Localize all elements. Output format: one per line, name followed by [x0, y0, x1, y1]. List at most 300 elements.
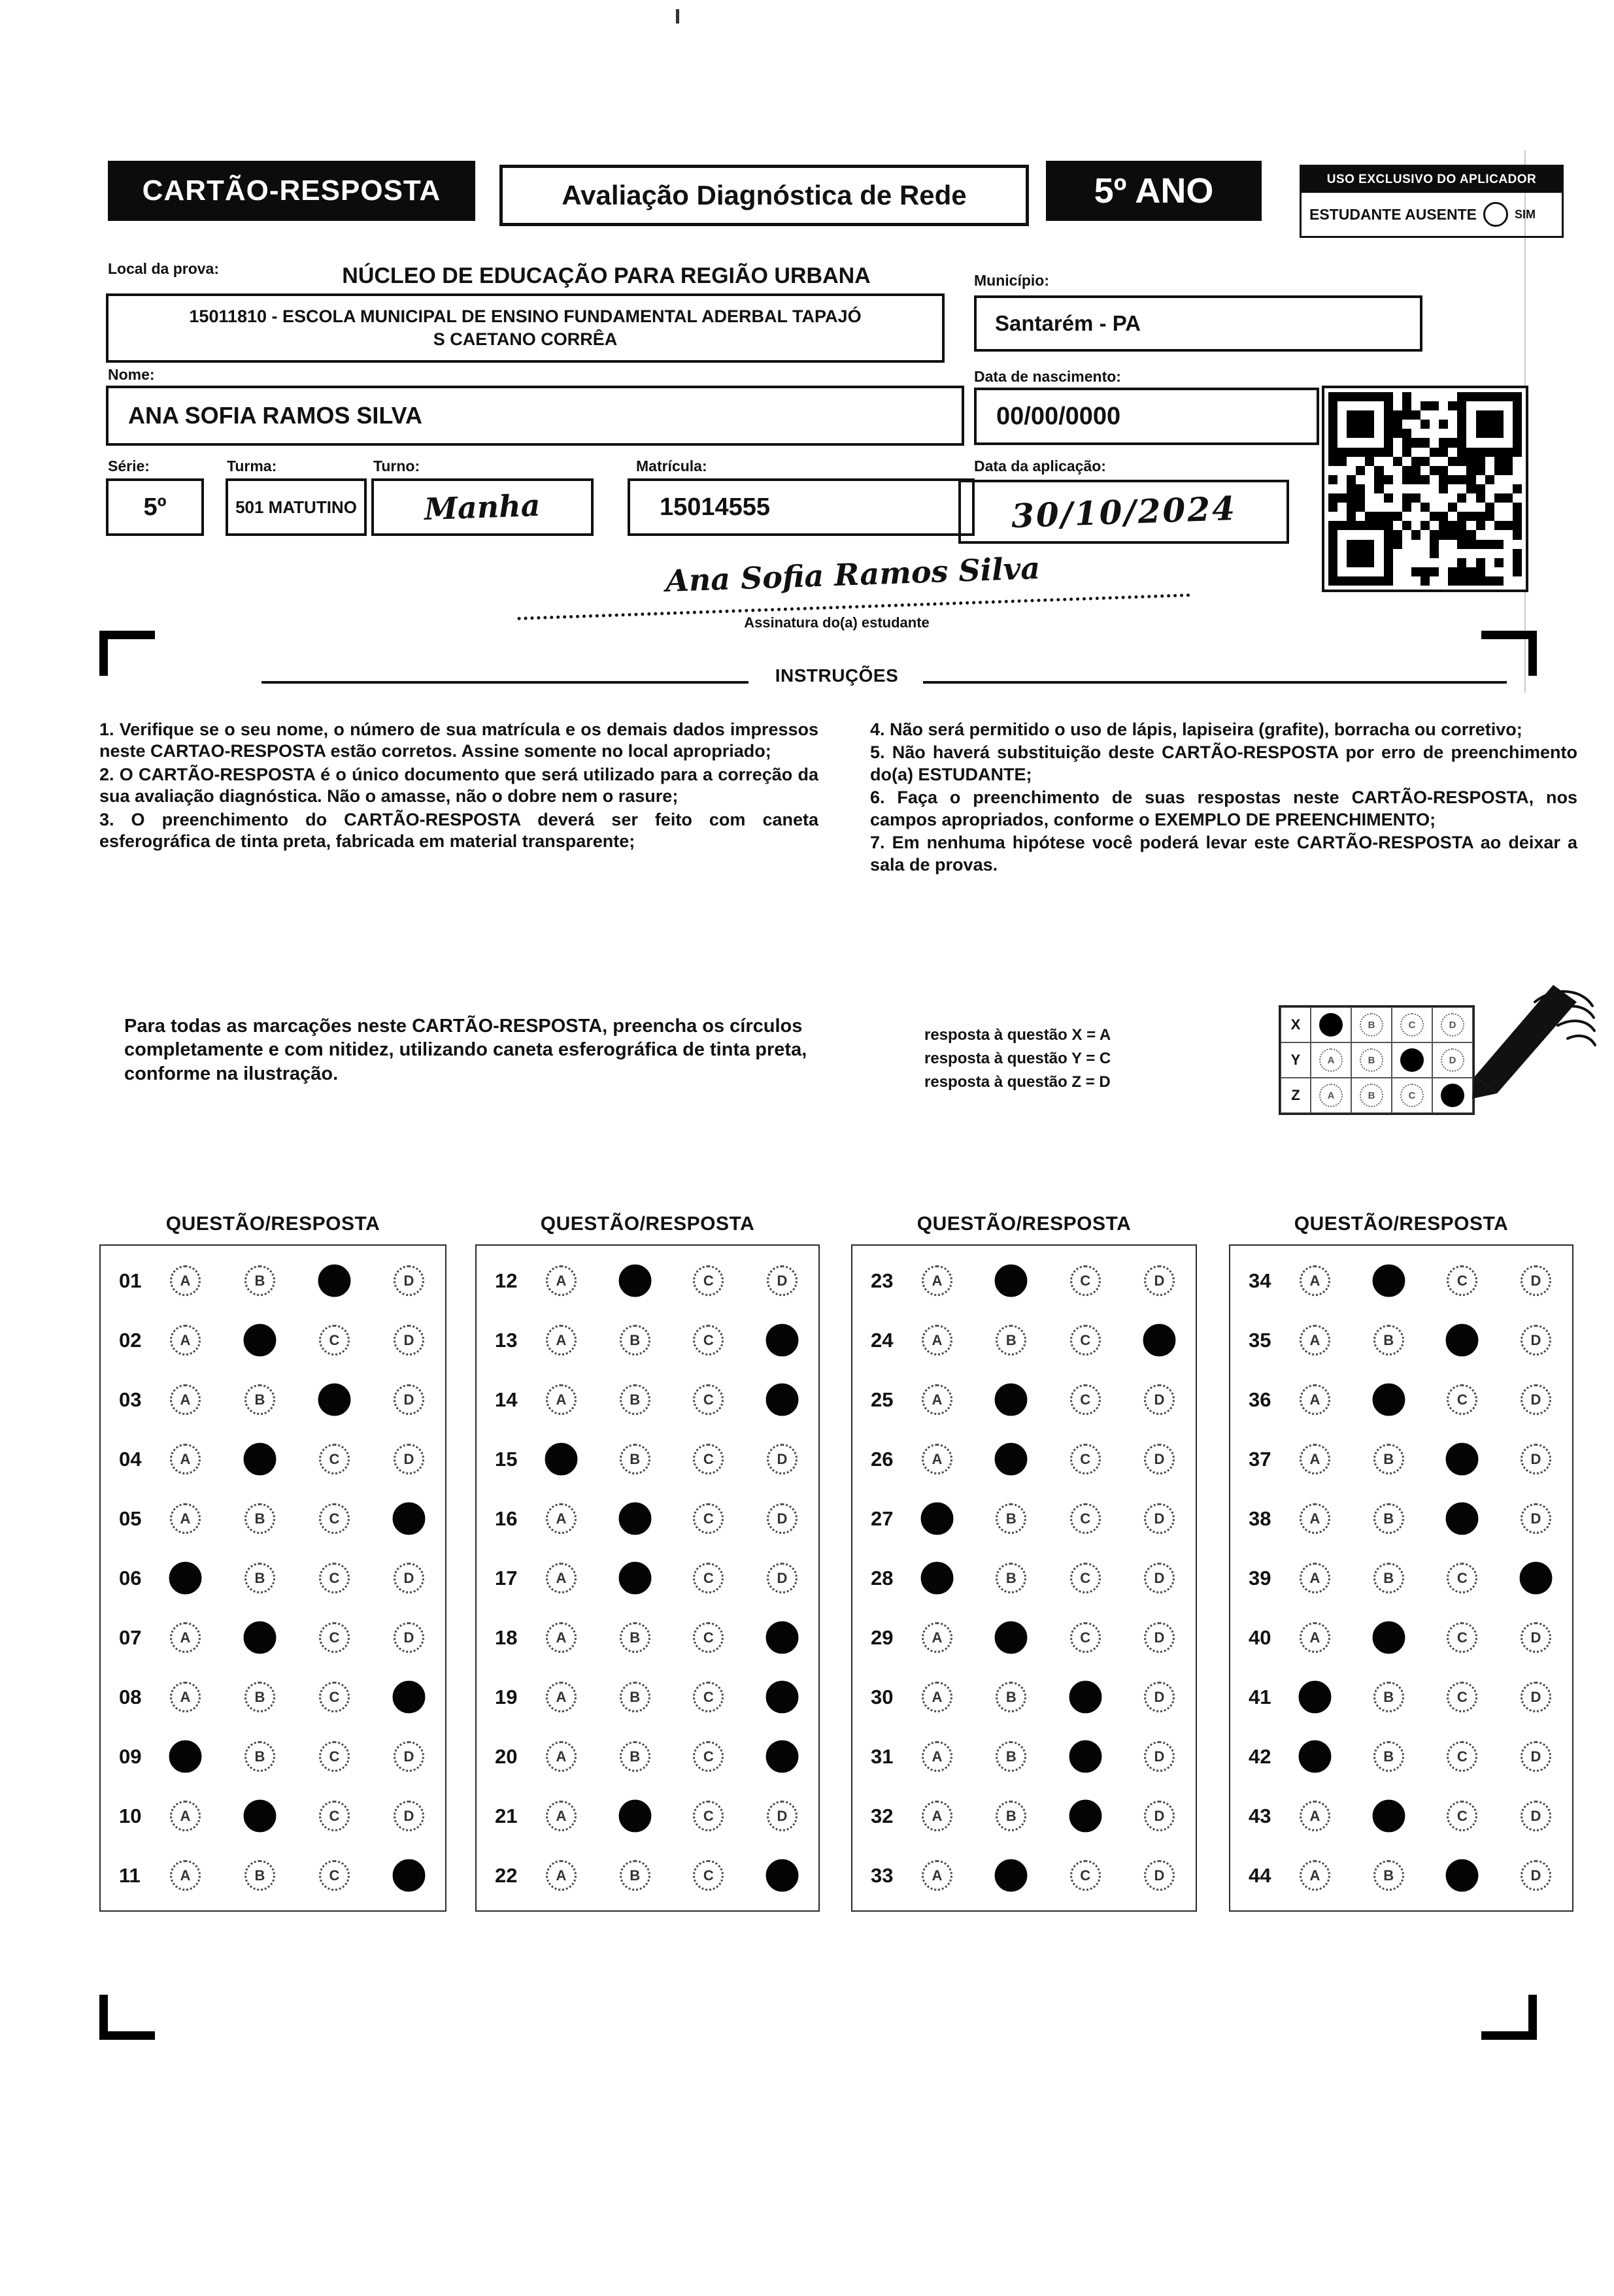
answer-bubble-19-B[interactable]: B: [620, 1682, 650, 1712]
answer-bubble-35-B[interactable]: B: [1373, 1325, 1404, 1356]
answer-bubble-14-B[interactable]: B: [620, 1384, 650, 1415]
answer-column-header: QUESTÃO/RESPOSTA: [1294, 1213, 1509, 1235]
answer-bubble-40-A[interactable]: A: [1300, 1622, 1330, 1653]
turma-value: 501 MATUTINO: [235, 497, 357, 517]
question-number: 11: [119, 1863, 141, 1887]
answer-bubble-31-D[interactable]: D: [1144, 1741, 1175, 1772]
answer-bubble-18-B[interactable]: B: [620, 1622, 650, 1653]
answer-bubble-36-D[interactable]: D: [1521, 1384, 1551, 1415]
example-row-label: Z: [1281, 1078, 1311, 1113]
answer-bubble-04-D[interactable]: D: [394, 1444, 424, 1474]
question-number: 19: [495, 1685, 518, 1708]
answer-bubble-21-A[interactable]: A: [546, 1801, 577, 1831]
answer-bubble-19-D[interactable]: [766, 1681, 799, 1714]
question-row-08: [101, 1667, 445, 1727]
answer-bubble-17-C[interactable]: C: [693, 1563, 724, 1593]
answer-bubble-20-D[interactable]: [766, 1740, 799, 1773]
registration-tick-top: [676, 9, 679, 24]
answer-bubble-24-A[interactable]: A: [922, 1325, 952, 1356]
signature-label: Assinatura do(a) estudante: [744, 614, 930, 631]
answer-bubble-24-C[interactable]: C: [1070, 1325, 1101, 1356]
question-number: 39: [1249, 1566, 1271, 1589]
answer-bubble-25-C[interactable]: C: [1070, 1384, 1101, 1415]
instruction-item: 1. Verifique se o seu nome, o número de sua matrícula e os demais dados impressos neste CARTAO-RESPOSTA estão corretos. Assine somente no local apropriado;: [99, 720, 818, 761]
question-number: 20: [495, 1744, 518, 1768]
answer-bubble-14-D[interactable]: [766, 1384, 799, 1416]
instruction-item: 2. O CARTÃO-RESPOSTA é o único documento que será utilizado para a correção da sua avaliação diagnóstica. Não o amasse, não o dobre nem o rasure;: [99, 764, 818, 807]
example-caption-z: resposta à questão Z = D: [924, 1073, 1111, 1091]
question-row-39: [1230, 1548, 1572, 1608]
answer-bubble-01-C[interactable]: [318, 1265, 351, 1297]
answer-bubble-24-D[interactable]: [1143, 1324, 1176, 1357]
nome-value: ANA SOFIA RAMOS SILVA: [128, 402, 422, 429]
question-row-18: [477, 1608, 818, 1667]
answer-bubble-31-A[interactable]: A: [922, 1741, 952, 1772]
answer-bubble-43-D[interactable]: D: [1521, 1801, 1551, 1831]
aplicacao-box: [958, 480, 1289, 544]
example-bubble-Z-B: B: [1360, 1084, 1383, 1107]
answer-bubble-32-B[interactable]: B: [996, 1801, 1026, 1831]
question-number: 21: [495, 1804, 518, 1827]
answer-bubble-04-A[interactable]: A: [170, 1444, 201, 1474]
question-number: 08: [119, 1685, 142, 1708]
question-row-07: [101, 1608, 445, 1667]
answer-bubble-37-D[interactable]: D: [1521, 1444, 1551, 1474]
answer-bubble-05-C[interactable]: C: [319, 1503, 350, 1534]
example-bubble-Y-D: D: [1441, 1048, 1464, 1072]
answer-bubble-30-D[interactable]: D: [1144, 1682, 1175, 1712]
question-row-21: [477, 1786, 818, 1846]
example-bubble-Z-A: A: [1319, 1084, 1343, 1107]
answer-bubble-33-D[interactable]: D: [1144, 1860, 1175, 1891]
answer-bubble-35-A[interactable]: A: [1300, 1325, 1330, 1356]
question-row-23: [852, 1251, 1196, 1310]
answer-bubble-28-D[interactable]: D: [1144, 1563, 1175, 1593]
answer-bubble-31-C[interactable]: [1069, 1740, 1101, 1773]
answer-bubble-05-A[interactable]: A: [170, 1503, 201, 1534]
answer-bubble-16-D[interactable]: D: [767, 1503, 798, 1534]
answer-bubble-43-A[interactable]: A: [1300, 1801, 1330, 1831]
question-number: 34: [1249, 1269, 1271, 1292]
answer-bubble-08-A[interactable]: A: [170, 1682, 201, 1712]
example-bubble-Y-A: A: [1319, 1048, 1343, 1072]
answer-bubble-01-A[interactable]: A: [170, 1265, 201, 1296]
answer-bubble-37-A[interactable]: A: [1300, 1444, 1330, 1474]
answer-bubble-21-D[interactable]: D: [767, 1801, 798, 1831]
question-row-11: [101, 1846, 445, 1905]
example-bubble-X-C: C: [1400, 1013, 1424, 1037]
question-row-30: [852, 1667, 1196, 1727]
question-number: 31: [871, 1744, 894, 1768]
answer-bubble-06-D[interactable]: D: [394, 1563, 424, 1593]
question-row-44: [1230, 1846, 1572, 1905]
aplicacao-handwritten-value: 30/10/2024: [1010, 488, 1237, 535]
answer-bubble-33-A[interactable]: A: [922, 1860, 952, 1891]
answer-bubble-20-C[interactable]: C: [693, 1741, 724, 1772]
question-number: 12: [495, 1269, 518, 1292]
question-row-32: [852, 1786, 1196, 1846]
answer-bubble-44-B[interactable]: B: [1373, 1860, 1404, 1891]
question-row-40: [1230, 1608, 1572, 1667]
nascimento-label: Data de nascimento:: [974, 368, 1121, 385]
answer-bubble-27-C[interactable]: C: [1070, 1503, 1101, 1534]
question-number: 09: [119, 1744, 142, 1768]
question-number: 18: [495, 1625, 518, 1649]
answer-bubble-31-B[interactable]: B: [996, 1741, 1026, 1772]
example-bubble-Y-B: B: [1360, 1048, 1383, 1072]
answer-bubble-28-B[interactable]: B: [996, 1563, 1026, 1593]
answer-bubble-44-C[interactable]: [1446, 1859, 1479, 1892]
answer-bubble-32-A[interactable]: A: [922, 1801, 952, 1831]
answer-bubble-07-C[interactable]: C: [319, 1622, 350, 1653]
answer-bubble-01-D[interactable]: D: [394, 1265, 424, 1296]
answer-bubble-12-B[interactable]: [618, 1265, 651, 1297]
question-row-20: [477, 1727, 818, 1786]
question-row-41: [1230, 1667, 1572, 1727]
answer-bubble-43-B[interactable]: [1372, 1800, 1405, 1833]
question-row-09: [101, 1727, 445, 1786]
answer-bubble-34-D[interactable]: D: [1521, 1265, 1551, 1296]
turno-handwritten-value: Manha: [424, 487, 541, 527]
answer-bubble-03-B[interactable]: B: [244, 1384, 275, 1415]
answer-bubble-41-D[interactable]: D: [1521, 1682, 1551, 1712]
answer-bubble-29-D[interactable]: D: [1144, 1622, 1175, 1653]
matricula-label: Matrícula:: [636, 458, 707, 474]
answer-bubble-09-A[interactable]: [169, 1740, 202, 1773]
answer-bubble-28-C[interactable]: C: [1070, 1563, 1101, 1593]
answer-bubble-32-C[interactable]: [1069, 1800, 1101, 1833]
answer-bubble-13-D[interactable]: [766, 1324, 799, 1357]
question-row-36: [1230, 1370, 1572, 1429]
fill-note: Para todas as marcações neste CARTÃO-RESPOSTA, preencha os círculos completamente e com nitidez, utilizando caneta esferográfica de tinta preta, conforme na ilustração.: [124, 1016, 807, 1084]
answer-bubble-22-A[interactable]: A: [546, 1860, 577, 1891]
answer-bubble-10-B[interactable]: [244, 1800, 277, 1833]
answer-bubble-28-A[interactable]: [921, 1562, 954, 1595]
serie-value: 5º: [143, 493, 167, 521]
answer-bubble-25-D[interactable]: D: [1144, 1384, 1175, 1415]
answer-bubble-17-B[interactable]: [618, 1562, 651, 1595]
question-number: 42: [1249, 1744, 1271, 1768]
answer-bubble-21-C[interactable]: C: [693, 1801, 724, 1831]
question-number: 23: [871, 1269, 894, 1292]
question-number: 15: [495, 1447, 518, 1471]
answer-bubble-36-A[interactable]: A: [1300, 1384, 1330, 1415]
answer-bubble-06-B[interactable]: B: [244, 1563, 275, 1593]
answer-column-box: [475, 1244, 820, 1912]
answer-bubble-29-C[interactable]: C: [1070, 1622, 1101, 1653]
answer-bubble-23-D[interactable]: D: [1144, 1265, 1175, 1296]
question-number: 02: [119, 1328, 142, 1352]
answer-bubble-17-D[interactable]: D: [767, 1563, 798, 1593]
answer-bubble-29-B[interactable]: [995, 1622, 1028, 1654]
question-number: 41: [1249, 1685, 1271, 1708]
answer-bubble-10-D[interactable]: D: [394, 1801, 424, 1831]
answer-bubble-27-A[interactable]: [921, 1503, 954, 1535]
answer-bubble-33-C[interactable]: C: [1070, 1860, 1101, 1891]
question-number: 22: [495, 1863, 518, 1887]
answer-bubble-24-B[interactable]: B: [996, 1325, 1026, 1356]
answer-column-box: [99, 1244, 446, 1912]
answer-bubble-06-C[interactable]: C: [319, 1563, 350, 1593]
answer-bubble-11-A[interactable]: A: [170, 1860, 201, 1891]
answer-column-header: QUESTÃO/RESPOSTA: [165, 1213, 380, 1235]
answer-bubble-10-C[interactable]: C: [319, 1801, 350, 1831]
question-row-06: [101, 1548, 445, 1608]
answer-bubble-23-C[interactable]: C: [1070, 1265, 1101, 1296]
answer-bubble-41-C[interactable]: C: [1447, 1682, 1477, 1712]
question-row-10: [101, 1786, 445, 1846]
answer-bubble-05-D[interactable]: [393, 1503, 426, 1535]
answer-bubble-12-C[interactable]: C: [693, 1265, 724, 1296]
answer-bubble-22-D[interactable]: [766, 1859, 799, 1892]
answer-bubble-38-D[interactable]: D: [1521, 1503, 1551, 1534]
answer-bubble-35-D[interactable]: D: [1521, 1325, 1551, 1356]
applicator-bar-title: USO EXCLUSIVO DO APLICADOR: [1302, 167, 1562, 193]
example-table: [1279, 1005, 1475, 1115]
answer-bubble-40-C[interactable]: C: [1447, 1622, 1477, 1653]
answer-bubble-02-B[interactable]: [244, 1324, 277, 1357]
answer-bubble-18-D[interactable]: [766, 1622, 799, 1654]
answer-bubble-30-A[interactable]: A: [922, 1682, 952, 1712]
question-row-12: [477, 1251, 818, 1310]
answer-bubble-20-B[interactable]: B: [620, 1741, 650, 1772]
answer-bubble-23-A[interactable]: A: [922, 1265, 952, 1296]
answer-bubble-23-B[interactable]: [995, 1265, 1028, 1297]
answer-bubble-04-B[interactable]: [244, 1443, 277, 1476]
answer-bubble-17-A[interactable]: A: [546, 1563, 577, 1593]
answer-bubble-32-D[interactable]: D: [1144, 1801, 1175, 1831]
question-number: 03: [119, 1388, 142, 1411]
answer-bubble-15-A[interactable]: [545, 1443, 578, 1476]
question-number: 24: [871, 1328, 894, 1352]
answer-bubble-39-B[interactable]: B: [1373, 1563, 1404, 1593]
answer-bubble-16-C[interactable]: C: [693, 1503, 724, 1534]
example-bubble-X-A: [1319, 1013, 1343, 1037]
question-number: 40: [1249, 1625, 1271, 1649]
question-row-27: [852, 1489, 1196, 1548]
answer-bubble-03-A[interactable]: A: [170, 1384, 201, 1415]
municipio-value: Santarém - PA: [995, 311, 1141, 335]
question-number: 14: [495, 1388, 518, 1411]
answer-bubble-07-D[interactable]: D: [394, 1622, 424, 1653]
answer-bubble-10-A[interactable]: A: [170, 1801, 201, 1831]
answer-bubble-16-B[interactable]: [618, 1503, 651, 1535]
student-absent-option-label: SIM: [1515, 207, 1536, 221]
answer-bubble-33-B[interactable]: [995, 1859, 1028, 1892]
question-number: 26: [871, 1447, 894, 1471]
question-row-15: [477, 1429, 818, 1489]
answer-bubble-37-C[interactable]: [1446, 1443, 1479, 1476]
answer-bubble-15-B[interactable]: B: [620, 1444, 650, 1474]
answer-bubble-36-B[interactable]: [1372, 1384, 1405, 1416]
answer-bubble-34-C[interactable]: C: [1447, 1265, 1477, 1296]
answer-bubble-42-D[interactable]: D: [1521, 1741, 1551, 1772]
exam-title: Avaliação Diagnóstica de Rede: [499, 165, 1029, 226]
answer-bubble-27-B[interactable]: B: [996, 1503, 1026, 1534]
question-number: 17: [495, 1566, 518, 1589]
answer-bubble-34-A[interactable]: A: [1300, 1265, 1330, 1296]
question-row-01: [101, 1251, 445, 1310]
answer-bubble-06-A[interactable]: [169, 1562, 202, 1595]
example-bubble-Y-C: [1400, 1048, 1424, 1072]
question-number: 35: [1249, 1328, 1271, 1352]
answer-bubble-39-A[interactable]: A: [1300, 1563, 1330, 1593]
answer-bubble-16-A[interactable]: A: [546, 1503, 577, 1534]
answer-bubble-08-D[interactable]: [393, 1681, 426, 1714]
question-number: 06: [119, 1566, 142, 1589]
question-row-04: [101, 1429, 445, 1489]
answer-bubble-34-B[interactable]: [1372, 1265, 1405, 1297]
answer-bubble-09-C[interactable]: C: [319, 1741, 350, 1772]
answer-bubble-12-A[interactable]: A: [546, 1265, 577, 1296]
answer-bubble-30-C[interactable]: [1069, 1681, 1101, 1714]
question-row-28: [852, 1548, 1196, 1608]
answer-bubble-13-C[interactable]: C: [693, 1325, 724, 1356]
answer-bubble-38-C[interactable]: [1446, 1503, 1479, 1535]
answer-bubble-40-B[interactable]: [1372, 1622, 1405, 1654]
school-box: [106, 293, 945, 363]
answer-bubble-35-C[interactable]: [1446, 1324, 1479, 1357]
turno-box: [371, 478, 594, 536]
question-row-24: [852, 1310, 1196, 1370]
question-row-26: [852, 1429, 1196, 1489]
answer-bubble-36-C[interactable]: C: [1447, 1384, 1477, 1415]
answer-bubble-22-B[interactable]: B: [620, 1860, 650, 1891]
registration-mark-bottom-left: [99, 1995, 155, 2040]
answer-bubble-39-D[interactable]: [1520, 1562, 1553, 1595]
qr-code: [1322, 386, 1528, 592]
registration-mark-top-right: [1481, 631, 1537, 676]
answer-bubble-18-A[interactable]: A: [546, 1622, 577, 1653]
question-number: 38: [1249, 1506, 1271, 1530]
question-row-29: [852, 1608, 1196, 1667]
answer-column-header: QUESTÃO/RESPOSTA: [540, 1213, 755, 1235]
question-number: 37: [1249, 1447, 1271, 1471]
question-row-22: [477, 1846, 818, 1905]
question-row-19: [477, 1667, 818, 1727]
answer-bubble-27-D[interactable]: D: [1144, 1503, 1175, 1534]
answer-bubble-41-B[interactable]: B: [1373, 1682, 1404, 1712]
nome-label: Nome:: [108, 366, 155, 383]
answer-bubble-15-C[interactable]: C: [693, 1444, 724, 1474]
answer-bubble-14-A[interactable]: A: [546, 1384, 577, 1415]
answer-bubble-26-B[interactable]: [995, 1443, 1028, 1476]
answer-bubble-02-D[interactable]: D: [394, 1325, 424, 1356]
answer-bubble-25-A[interactable]: A: [922, 1384, 952, 1415]
answer-bubble-15-D[interactable]: D: [767, 1444, 798, 1474]
instructions-column-right: [870, 719, 1577, 877]
answer-bubble-37-B[interactable]: B: [1373, 1444, 1404, 1474]
answer-bubble-26-C[interactable]: C: [1070, 1444, 1101, 1474]
student-absent-bubble[interactable]: [1483, 202, 1508, 227]
answer-bubble-07-B[interactable]: [244, 1622, 277, 1654]
example-row-label: Y: [1281, 1042, 1311, 1078]
answer-bubble-08-C[interactable]: C: [319, 1682, 350, 1712]
question-row-33: [852, 1846, 1196, 1905]
answer-bubble-12-D[interactable]: D: [767, 1265, 798, 1296]
answer-bubble-21-B[interactable]: [618, 1800, 651, 1833]
serie-box: [106, 478, 204, 536]
answer-bubble-18-C[interactable]: C: [693, 1622, 724, 1653]
answer-bubble-11-B[interactable]: B: [244, 1860, 275, 1891]
answer-bubble-42-C[interactable]: C: [1447, 1741, 1477, 1772]
answer-bubble-42-A[interactable]: [1299, 1740, 1332, 1773]
answer-bubble-08-B[interactable]: B: [244, 1682, 275, 1712]
answer-bubble-01-B[interactable]: B: [244, 1265, 275, 1296]
grade-badge: 5º ANO: [1046, 161, 1262, 221]
serie-label: Série:: [108, 458, 150, 474]
answer-bubble-19-A[interactable]: A: [546, 1682, 577, 1712]
example-row-label: X: [1281, 1007, 1311, 1042]
answer-bubble-26-D[interactable]: D: [1144, 1444, 1175, 1474]
answer-bubble-03-D[interactable]: D: [394, 1384, 424, 1415]
question-row-35: [1230, 1310, 1572, 1370]
student-signature: Ana Sofia Ramos Silva: [516, 545, 1190, 620]
question-row-13: [477, 1310, 818, 1370]
answer-bubble-02-C[interactable]: C: [319, 1325, 350, 1356]
municipio-label: Município:: [974, 272, 1049, 289]
answer-bubble-42-B[interactable]: B: [1373, 1741, 1404, 1772]
instruction-item: 3. O preenchimento do CARTÃO-RESPOSTA deverá ser feito com caneta esferográfica de tinta preta, fabricada em material transparente;: [99, 809, 818, 852]
answer-bubble-29-A[interactable]: A: [922, 1622, 952, 1653]
answer-bubble-03-C[interactable]: [318, 1384, 351, 1416]
answer-bubble-30-B[interactable]: B: [996, 1682, 1026, 1712]
answer-bubble-38-B[interactable]: B: [1373, 1503, 1404, 1534]
example-bubble-Z-C: C: [1400, 1084, 1424, 1107]
school-line1: 15011810 - ESCOLA MUNICIPAL DE ENSINO FUNDAMENTAL ADERBAL TAPAJÓ: [189, 306, 862, 326]
answer-bubble-09-B[interactable]: B: [244, 1741, 275, 1772]
question-number: 07: [119, 1625, 142, 1649]
answer-bubble-43-C[interactable]: C: [1447, 1801, 1477, 1831]
answer-bubble-14-C[interactable]: C: [693, 1384, 724, 1415]
local-label: Local da prova:: [108, 260, 219, 277]
question-number: 33: [871, 1863, 894, 1887]
question-row-16: [477, 1489, 818, 1548]
answer-bubble-22-C[interactable]: C: [693, 1860, 724, 1891]
answer-bubble-19-C[interactable]: C: [693, 1682, 724, 1712]
answer-bubble-02-A[interactable]: A: [170, 1325, 201, 1356]
answer-bubble-13-B[interactable]: B: [620, 1325, 650, 1356]
answer-bubble-40-D[interactable]: D: [1521, 1622, 1551, 1653]
question-number: 43: [1249, 1804, 1271, 1827]
question-row-34: [1230, 1251, 1572, 1310]
answer-column: [475, 1213, 820, 1912]
answer-bubble-38-A[interactable]: A: [1300, 1503, 1330, 1534]
question-number: 28: [871, 1566, 894, 1589]
instructions-column-left: [99, 719, 818, 854]
answer-bubble-07-A[interactable]: A: [170, 1622, 201, 1653]
answer-bubble-11-C[interactable]: C: [319, 1860, 350, 1891]
answer-bubble-09-D[interactable]: D: [394, 1741, 424, 1772]
nascimento-box: [974, 388, 1319, 445]
card-title: CARTÃO-RESPOSTA: [108, 161, 475, 221]
answer-bubble-26-A[interactable]: A: [922, 1444, 952, 1474]
answer-bubble-13-A[interactable]: A: [546, 1325, 577, 1356]
answer-bubble-39-C[interactable]: C: [1447, 1563, 1477, 1593]
registration-mark-bottom-right: [1481, 1995, 1537, 2040]
answer-bubble-25-B[interactable]: [995, 1384, 1028, 1416]
question-number: 16: [495, 1506, 518, 1530]
answer-bubble-44-D[interactable]: D: [1521, 1860, 1551, 1891]
answer-bubble-41-A[interactable]: [1299, 1681, 1332, 1714]
answer-bubble-04-C[interactable]: C: [319, 1444, 350, 1474]
applicator-box: [1300, 165, 1564, 238]
answer-bubble-20-A[interactable]: A: [546, 1741, 577, 1772]
answer-column-box: [851, 1244, 1197, 1912]
answer-bubble-05-B[interactable]: B: [244, 1503, 275, 1534]
answer-bubble-11-D[interactable]: [393, 1859, 426, 1892]
answer-bubble-44-A[interactable]: A: [1300, 1860, 1330, 1891]
